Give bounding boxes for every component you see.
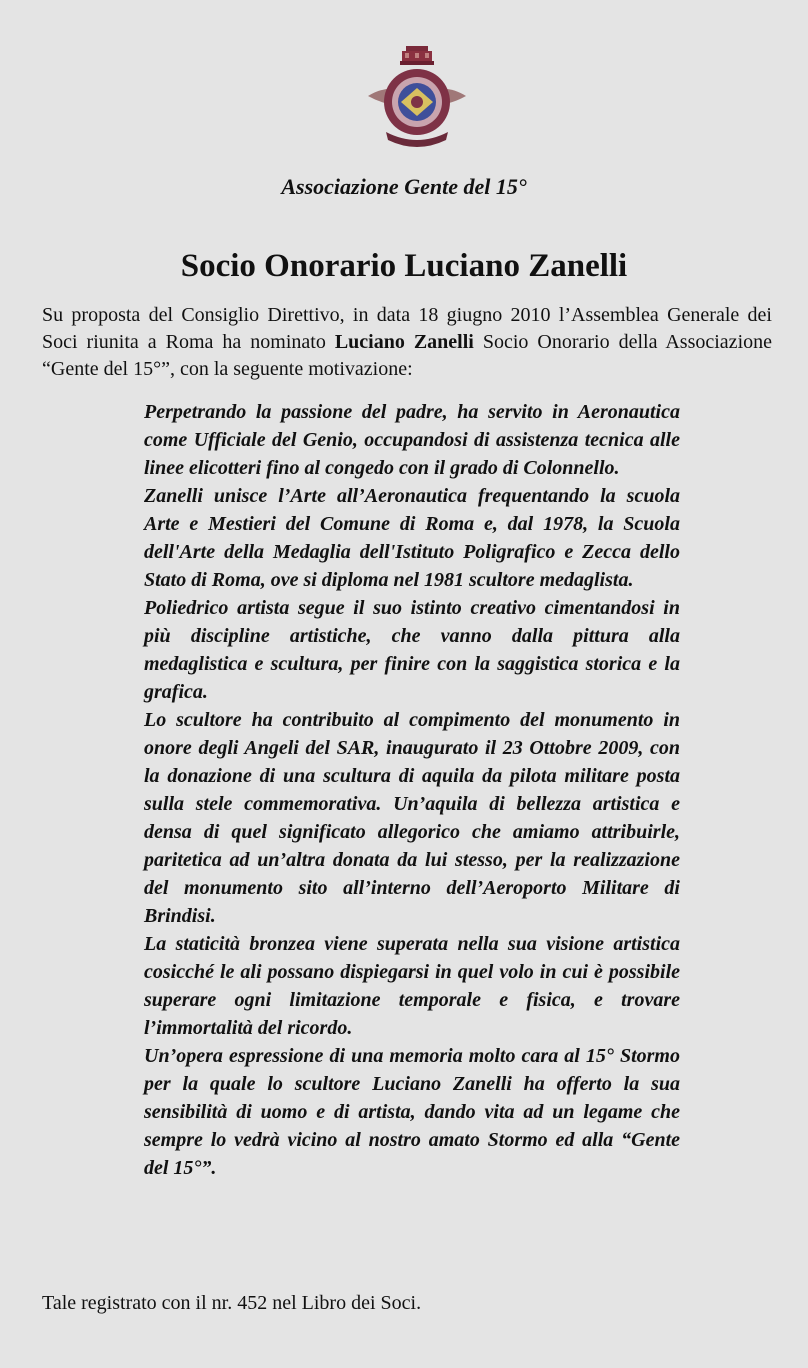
- motivation-paragraph: La staticità bronzea viene superata nella sua visione artistica cosicché le ali possano dispiegarsi in quel volo in cui è possibile superare ogni limitazione temporale e fisica, e trovare l’immortalità del ricordo.: [144, 933, 680, 1039]
- motivation-paragraph: Zanelli unisce l’Arte all’Aeronautica frequentando la scuola Arte e Mestieri del Comune di Roma e, dal 1978, la Scuola dell'Arte della Medaglia dell'Istituto Poligrafico e Zecca dello Stato di Roma, ove si diploma nel 1981 scultore medaglista.: [144, 485, 680, 591]
- association-name: Associazione Gente del 15°: [281, 174, 527, 199]
- motivation-paragraph: Un’opera espressione di una memoria molto cara al 15° Stormo per la quale lo scultore Luciano Zanelli ha offerto la sua sensibilità di uomo e di artista, dando vita ad un legame che sempre lo vedrà vicino al nostro amato Stormo ed alla “Gente del 15°”.: [144, 1045, 680, 1179]
- registration-note: Tale registrato con il nr. 452 nel Libro dei Soci.: [42, 1292, 422, 1314]
- motivation-paragraph: Perpetrando la passione del padre, ha servito in Aeronautica come Ufficiale del Genio, occupandosi di assistenza tecnica alle linee elicotteri fino al congedo con il grado di Colonnello.: [144, 401, 680, 479]
- honoree-name: Luciano Zanelli: [334, 331, 474, 353]
- intro-text-after: Socio Onorario della Associazione “Gente del 15°”, con la seguente motivazione:: [42, 331, 772, 380]
- association-crest-icon: [366, 44, 468, 156]
- page-title: Socio Onorario Luciano Zanelli: [180, 248, 628, 284]
- intro-text-before: Su proposta del Consiglio Direttivo, in data 18 giugno 2010 l’Assemblea Generale dei Soci riunita a Roma ha nominato: [42, 304, 772, 353]
- motivation-paragraph: Poliedrico artista segue il suo istinto creativo cimentandosi in più discipline artistiche, che vanno dalla pittura alla medaglistica e scultura, per finire con la saggistica storica e la grafica.: [144, 597, 680, 703]
- motivation-paragraph: Lo scultore ha contribuito al compimento del monumento in onore degli Angeli del SAR, inaugurato il 23 Ottobre 2009, con la donazione di una scultura di aquila da pilota militare posta sulla stele commemorativa. Un’aquila di bellezza artistica e densa di quel significato allegorico che amiamo attribuirle, paritetica ad un’altra donata da lui stesso, per la realizzazione del monumento sito all’interno dell’Aeroporto Militare di Brindisi.: [144, 709, 680, 927]
- motivation-block: [144, 398, 680, 1182]
- intro-paragraph: [42, 302, 772, 383]
